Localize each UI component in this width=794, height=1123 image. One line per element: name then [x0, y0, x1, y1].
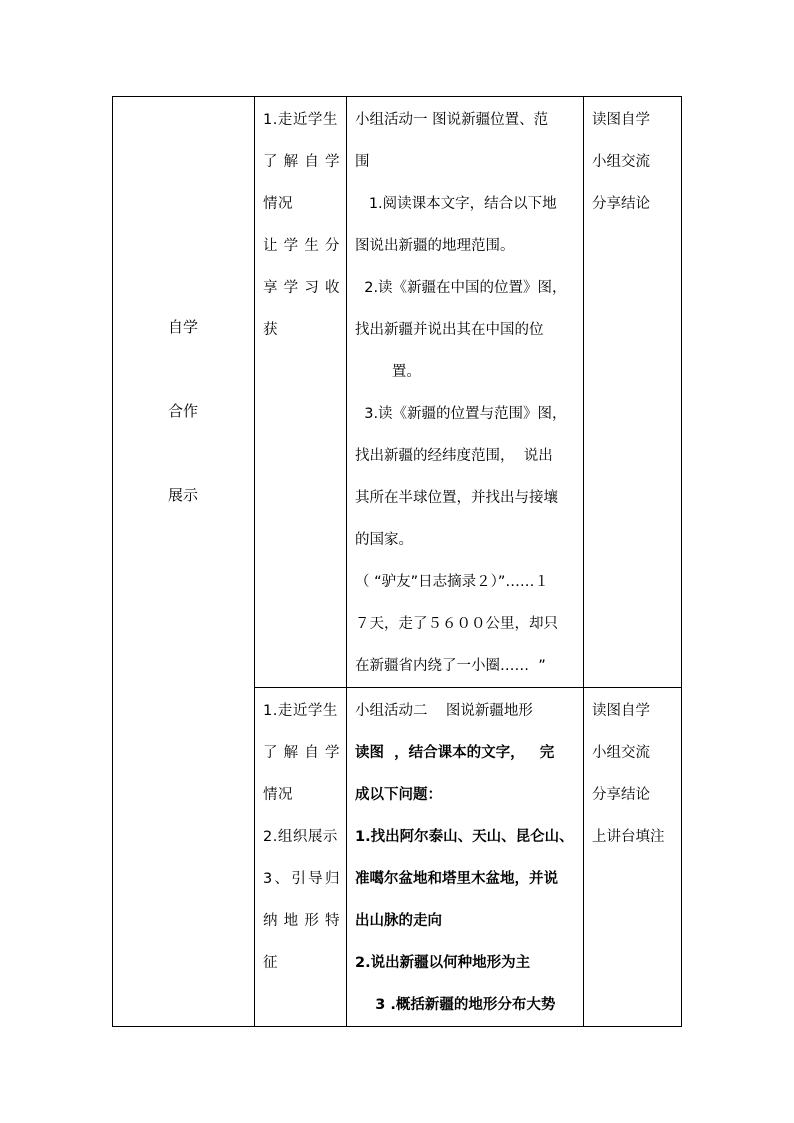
student-line: 小组活动二 图说新疆地形: [355, 703, 533, 719]
teacher-activity-cell-2: [255, 688, 347, 1027]
student-line: 置。: [355, 364, 421, 380]
teacher-line: 纳地形特: [263, 913, 340, 929]
teacher-line: 让学生分: [263, 238, 340, 254]
student-line: 1.找出阿尔泰山、天山、昆仑山、: [355, 829, 574, 845]
student-line: 成以下问题：: [355, 787, 442, 803]
method-line: 分享结论: [592, 196, 650, 212]
student-line: ７天，走了５６００公里，却只: [355, 616, 558, 632]
student-line: 找出新疆并说出其在中国的位: [355, 322, 544, 338]
teacher-line: 了解自学: [263, 745, 340, 761]
teacher-line: 获: [263, 322, 278, 338]
student-activity-cell-2: [347, 688, 584, 1027]
method-cell-2: [584, 688, 682, 1027]
student-line: 1.阅读课本文字，结合以下地: [355, 196, 557, 212]
teacher-line: 征: [263, 955, 278, 971]
stage-cell: [113, 97, 255, 1027]
student-activity-cell-1: [347, 97, 584, 688]
student-line: 准噶尔盆地和塔里木盆地，并说: [355, 871, 558, 887]
student-line: （ “驴友”日志摘录２）”……１: [355, 574, 549, 590]
student-line: 找出新疆的经纬度范围， 说出: [355, 448, 553, 464]
teacher-line: 了解自学: [263, 154, 340, 170]
stage-label-presentation: 展示: [168, 486, 199, 504]
stage-label-cooperation: 合作: [168, 402, 199, 420]
student-line: 3 .概括新疆的地形分布大势: [355, 997, 556, 1013]
teacher-line: 1.走近学生: [263, 112, 338, 128]
stage-label-self-study: 自学: [168, 318, 199, 336]
student-line: 其所在半球位置，并找出与接壤: [355, 490, 558, 506]
teacher-line: 1.走近学生: [263, 703, 338, 719]
teacher-activity-cell-1: [255, 97, 347, 688]
method-line: 小组交流: [592, 154, 650, 170]
student-line: 在新疆省内绕了一小圈…… ”: [355, 658, 546, 674]
method-cell-1: [584, 97, 682, 688]
student-line: 3.读《新疆的位置与范围》图，: [355, 406, 567, 422]
student-line: 的国家。: [355, 532, 413, 548]
teacher-line: 2.组织展示: [263, 829, 338, 845]
method-line: 小组交流: [592, 745, 650, 761]
lesson-plan-table: [112, 96, 682, 1027]
teacher-line: 情况: [263, 787, 293, 803]
student-line: 图说出新疆的地理范围。: [355, 238, 515, 254]
method-line: 分享结论: [592, 787, 650, 803]
student-line: 小组活动一 图说新疆位置、范: [355, 112, 549, 128]
student-line: 读图 ，结合课本的文字， 完: [355, 745, 555, 761]
student-line: 2.说出新疆以何种地形为主: [355, 955, 531, 971]
table-row-activity-1: [113, 97, 682, 688]
method-line: 读图自学: [592, 112, 650, 128]
student-line: 2.读《新疆在中国的位置》图，: [355, 280, 567, 296]
teacher-line: 情况: [263, 196, 293, 212]
teacher-line: 享学习收: [263, 280, 340, 296]
student-line: 围: [355, 154, 370, 170]
student-line: 出山脉的走向: [355, 913, 442, 929]
teacher-line: 3、引导归: [263, 871, 340, 887]
method-line: 读图自学: [592, 703, 650, 719]
method-line: 上讲台填注: [592, 829, 665, 845]
